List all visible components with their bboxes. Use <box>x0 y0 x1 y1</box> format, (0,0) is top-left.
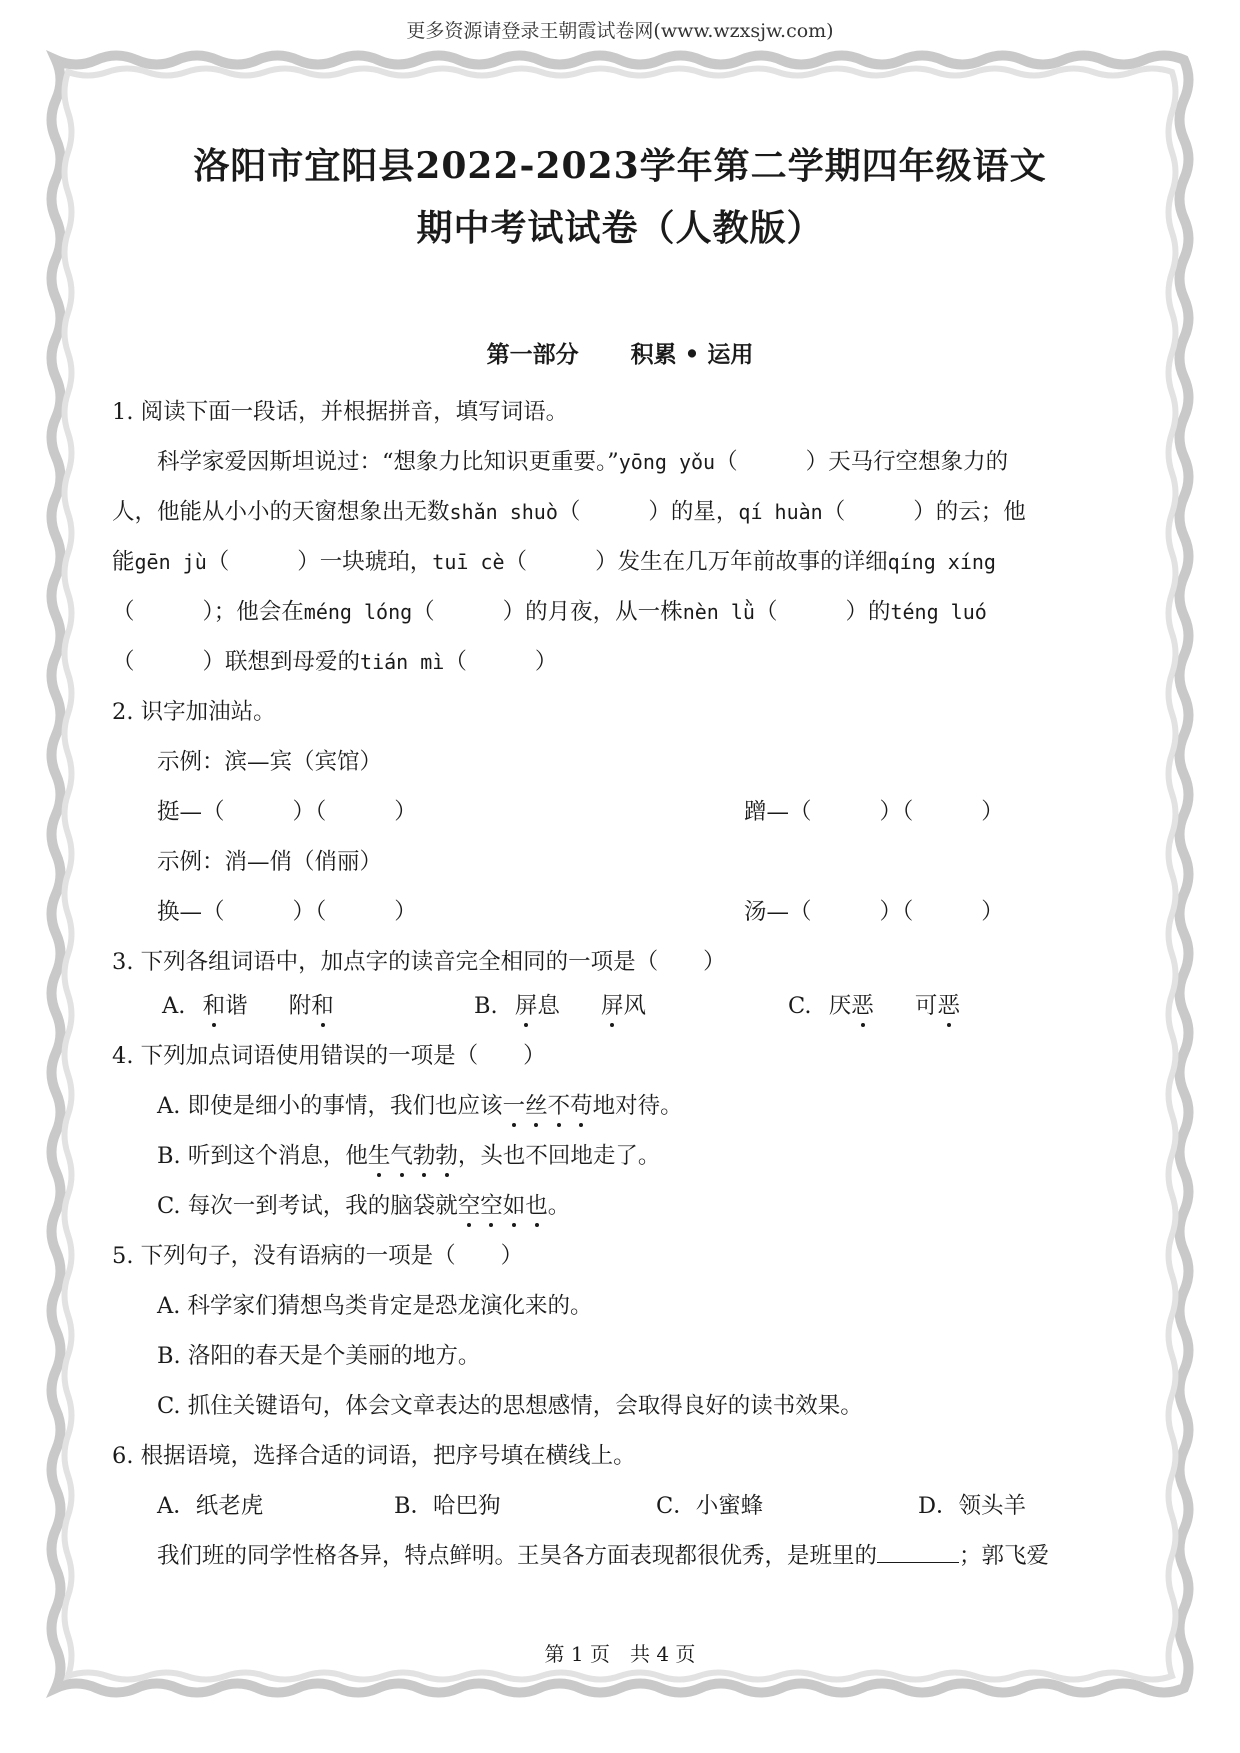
q2-row2-left <box>157 894 417 926</box>
section-heading <box>0 336 1240 369</box>
dotted-char: 生 <box>367 1143 391 1169</box>
paren-mid: ）（ <box>879 799 914 825</box>
dotted-char: 勃 <box>435 1143 458 1169</box>
q1-text: ）天马行空想象力的 <box>805 449 1009 475</box>
q1-text: 能 <box>112 549 135 575</box>
pinyin: tián mì <box>360 650 445 674</box>
q1-text: 人，他能从小小的天窗想象出无数 <box>112 499 450 525</box>
q1-line5 <box>112 644 557 676</box>
paren-mid: ）（ <box>879 899 914 925</box>
pinyin: tuī cè <box>432 550 505 574</box>
answer-blank[interactable] <box>877 1544 959 1563</box>
q3-option-b <box>474 988 646 1020</box>
dotted-char: 恶 <box>937 993 960 1019</box>
q1-line2 <box>112 494 1128 526</box>
option-char: 息 <box>537 993 560 1019</box>
q1-text: ）的云；他 <box>913 499 1026 525</box>
paren-open: （ <box>112 599 135 625</box>
option-char: 附 <box>288 993 312 1019</box>
q4-option-c <box>157 1188 570 1220</box>
paren-close: ） <box>394 799 417 825</box>
q1-text: ）的 <box>845 599 891 625</box>
q4-option-b <box>157 1138 660 1170</box>
paren-close: ） <box>981 899 1004 925</box>
pinyin: qí huàn <box>738 500 823 524</box>
passage-text: 我们班的同学性格各异，特点鲜明。王昊各方面表现都很优秀，是班里的 <box>157 1543 878 1569</box>
q1-line3 <box>112 544 1128 576</box>
q2-stem: 2. 识字加油站。 <box>112 699 276 725</box>
dotted-char: 屏 <box>514 993 538 1019</box>
q6-option-c: C．小蜜蜂 <box>656 1493 764 1519</box>
paren-open: （ <box>112 649 135 675</box>
dotted-char: 气 <box>390 1143 413 1169</box>
q6-passage <box>157 1538 1049 1570</box>
q5-stem: 5. 下列句子，没有语病的一项是（ ） <box>112 1243 524 1269</box>
paren-open: （ <box>504 549 528 575</box>
header-note: 更多资源请登录王朝霞试卷网(www.wzxsjw.com) <box>406 20 834 42</box>
dotted-char: 勃 <box>412 1143 436 1169</box>
q2-example2: 示例：消—俏（俏丽） <box>157 849 383 875</box>
q3-option-c <box>788 988 960 1020</box>
q2-item: 挺—（ <box>157 799 225 825</box>
option-label: C. <box>788 993 812 1019</box>
q5-option-a: A. 科学家们猜想鸟类肯定是恐龙演化来的。 <box>157 1293 593 1319</box>
q2-item: 蹭—（ <box>744 799 812 825</box>
page-footer: 第 1 页 共 4 页 <box>544 1642 696 1666</box>
option-text: 地对待。 <box>592 1093 683 1119</box>
dotted-char: 和 <box>202 993 226 1019</box>
option-char: 风 <box>623 993 647 1019</box>
q1-text: ）一块琥珀， <box>297 549 433 575</box>
q2-row2-right <box>744 894 1004 926</box>
q1-text: ）联想到母爱的 <box>202 649 361 675</box>
option-text: 。 <box>547 1193 571 1219</box>
q1-text: ）；他会在 <box>202 599 304 625</box>
q6-option-d: D．领头羊 <box>918 1493 1027 1519</box>
q4-stem: 4. 下列加点词语使用错误的一项是（ ） <box>112 1043 546 1069</box>
option-text: B. 听到这个消息，他 <box>157 1143 368 1169</box>
q5-option-c: C. 抓住关键语句，体会文章表达的思想感情，会取得良好的读书效果。 <box>157 1393 863 1419</box>
paren-open: （ <box>444 649 467 675</box>
q1-text: ）的星， <box>648 499 739 525</box>
option-char: 可 <box>914 993 938 1019</box>
paren-open: （ <box>822 499 846 525</box>
dotted-char: 不 <box>547 1093 571 1119</box>
option-char: 谐 <box>225 993 248 1019</box>
q3-stem: 3. 下列各组词语中，加点字的读音完全相同的一项是（ ） <box>112 949 726 975</box>
paren-close: ） <box>534 649 558 675</box>
dotted-char: 一 <box>502 1093 526 1119</box>
q6-stem: 6. 根据语境，选择合适的词语，把序号填在横线上。 <box>112 1443 636 1469</box>
page-title: 洛阳市宜阳县2022-2023学年第二学期四年级语文 <box>193 145 1047 187</box>
section-part: 第一部分 <box>486 341 579 368</box>
option-text: ，头也不回地走了。 <box>457 1143 661 1169</box>
paren-open: （ <box>412 599 435 625</box>
page-subtitle: 期中考试试卷（人教版） <box>416 207 824 249</box>
q6-option-a: A．纸老虎 <box>157 1493 264 1519</box>
paren-mid: ）（ <box>292 799 327 825</box>
paren-mid: ）（ <box>292 899 327 925</box>
q5-option-b: B. 洛阳的春天是个美丽的地方。 <box>157 1343 481 1369</box>
q1-text: ）发生在几万年前故事的详细 <box>595 549 888 575</box>
q2-example1: 示例：滨—宾（宾馆） <box>157 749 383 775</box>
q1-line4 <box>112 594 1128 626</box>
pinyin: méng lóng <box>303 600 413 624</box>
pinyin: gēn jù <box>134 550 207 574</box>
paren-close: ） <box>981 799 1004 825</box>
q6-option-b: B．哈巴狗 <box>394 1493 501 1519</box>
dotted-char: 屏 <box>601 993 624 1019</box>
paren-open: （ <box>715 449 738 475</box>
dotted-char: 也 <box>525 1193 548 1219</box>
pinyin: téng luó <box>890 600 987 624</box>
q1-line1 <box>157 444 1008 476</box>
q1-stem: 1. 阅读下面一段话，并根据拼音，填写词语。 <box>112 399 569 425</box>
pinyin: qíng xíng <box>887 550 996 574</box>
dotted-char: 如 <box>502 1193 526 1219</box>
q2-row1-right <box>744 794 1004 826</box>
dotted-char: 苟 <box>570 1093 593 1119</box>
option-text: C. 每次一到考试，我的脑袋就 <box>157 1193 458 1219</box>
dotted-char: 空 <box>480 1193 503 1219</box>
paren-open: （ <box>557 499 581 525</box>
option-text: A. 即使是细小的事情，我们也应该 <box>157 1093 503 1119</box>
option-char: 厌 <box>828 993 852 1019</box>
q1-text: ）的月夜，从一株 <box>502 599 683 625</box>
dotted-char: 恶 <box>851 993 874 1019</box>
passage-text: ；郭飞爱 <box>959 1543 1050 1569</box>
dotted-char: 空 <box>457 1193 481 1219</box>
section-name: 积累 • 运用 <box>630 341 754 368</box>
paren-close: ） <box>394 899 417 925</box>
pinyin: yōng yǒu <box>618 450 716 474</box>
option-label: A. <box>162 993 186 1019</box>
q1-text: 科学家爱因斯坦说过：“想象力比知识更重要。” <box>157 449 619 475</box>
paren-open: （ <box>754 599 778 625</box>
q2-item: 换—（ <box>157 899 225 925</box>
pinyin: nèn lǜ <box>682 600 755 624</box>
dotted-char: 和 <box>311 993 334 1019</box>
pinyin: shǎn shuò <box>449 500 558 524</box>
q2-item: 汤—（ <box>744 899 812 925</box>
q2-row1-left <box>157 794 417 826</box>
dotted-char: 丝 <box>525 1093 548 1119</box>
option-label: B. <box>474 993 498 1019</box>
paren-open: （ <box>206 549 230 575</box>
q4-option-a <box>157 1088 683 1120</box>
q3-option-a <box>162 988 334 1020</box>
